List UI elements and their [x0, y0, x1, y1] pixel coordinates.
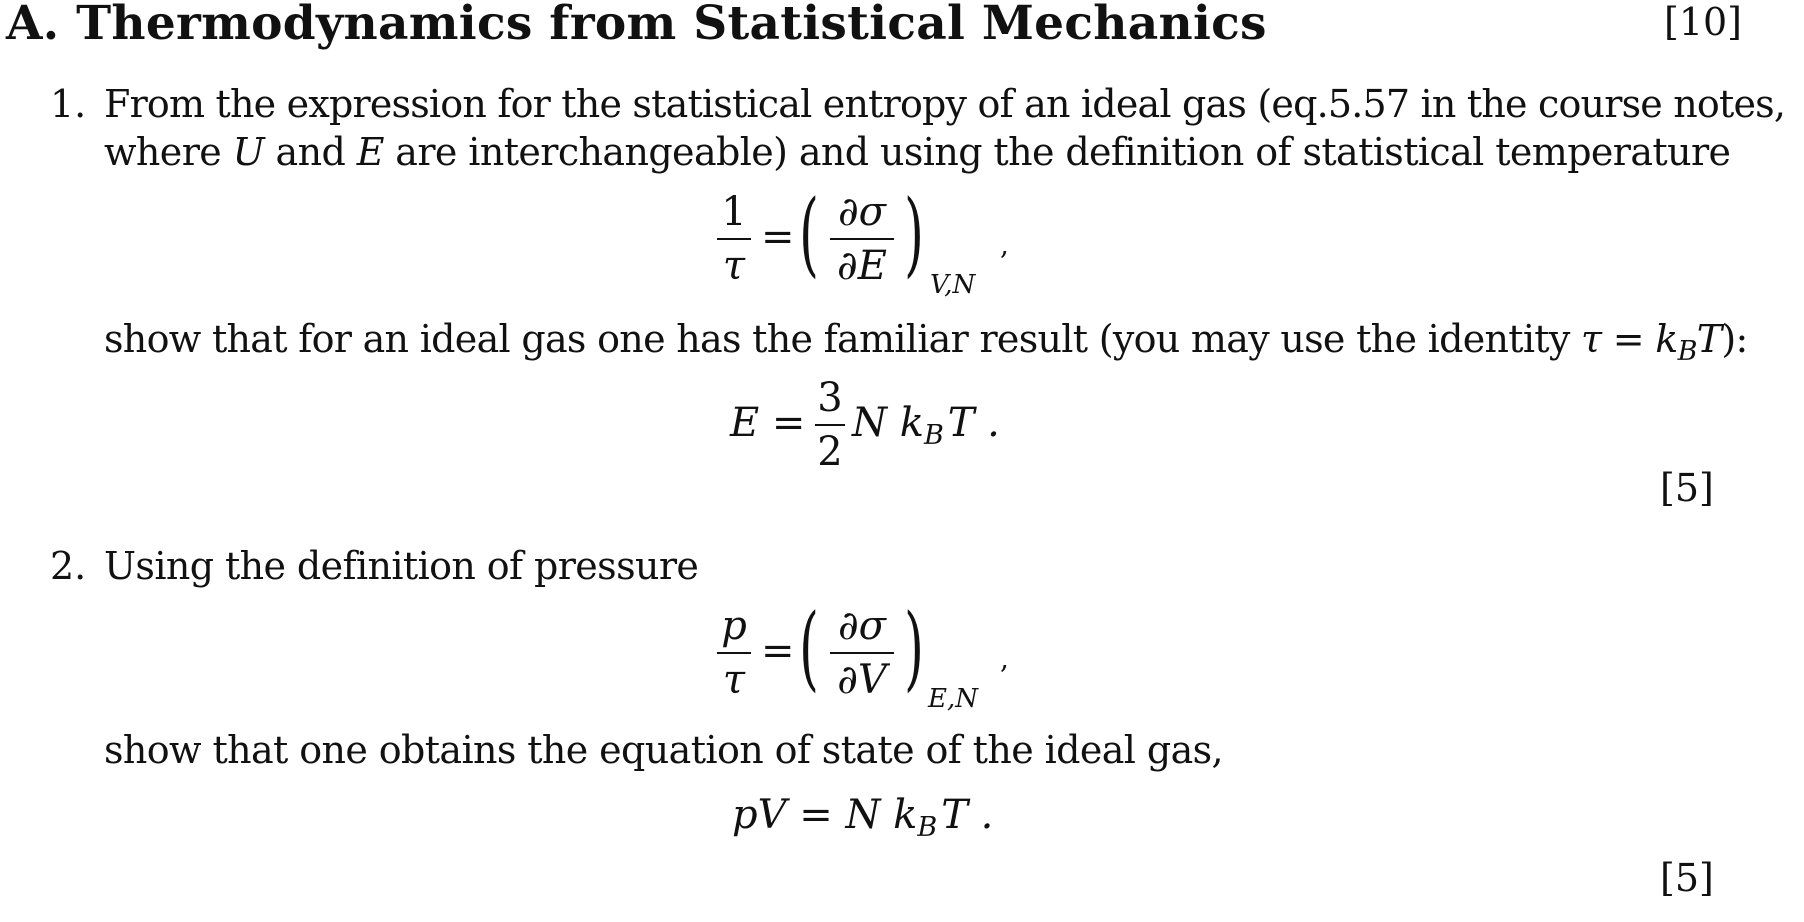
q1-line2-mid: and — [264, 130, 357, 174]
q2-eq1-comma: , — [1000, 642, 1009, 675]
left-paren: ( — [799, 180, 819, 287]
q2-eq1-lhs-den: τ — [722, 657, 746, 703]
q2-eq1-lhs-fraction — [717, 603, 751, 703]
q1-eq2-rhs-t: T . — [947, 400, 1000, 446]
q2-number: 2. — [50, 544, 87, 588]
q1-line2-u: U — [232, 130, 265, 174]
q1-eq1-subscript: V,N — [930, 270, 976, 300]
q1-line3-pre: show that for an ideal gas one has the familiar result (you may use the identity — [104, 317, 1581, 361]
right-paren: ) — [904, 594, 924, 701]
q1-line3 — [104, 315, 1748, 376]
q2-eq2-b: B — [917, 812, 938, 843]
section-marks: [10] — [1664, 0, 1743, 44]
q2-eq2-lhs: pV = N k — [732, 792, 918, 838]
q2-eq1-rhs-fraction — [830, 603, 894, 703]
q1-line3-math: τ = k — [1581, 317, 1678, 361]
q1-eq2-rhs — [852, 400, 1000, 451]
q1-eq2-rhs-b: B — [923, 420, 944, 451]
q1-line2 — [104, 128, 1730, 176]
q1-line3-post: ): — [1721, 317, 1748, 361]
q1-line3-t: T — [1696, 317, 1722, 361]
right-paren: ) — [904, 180, 924, 287]
q2-equation-state — [732, 792, 993, 843]
q2-eq1-subscript: E,N — [928, 684, 978, 714]
q1-number: 1. — [50, 82, 87, 126]
fraction-bar — [717, 238, 751, 240]
q1-line2-e: E — [356, 130, 384, 174]
q2-eq1-equals: = — [761, 628, 795, 674]
q1-eq2-num: 3 — [817, 375, 843, 421]
q1-eq2-rhs-n: N k — [852, 400, 924, 446]
q1-eq1-lhs-fraction — [717, 189, 751, 289]
q2-marks: [5] — [1660, 856, 1714, 900]
q1-marks: [5] — [1660, 466, 1714, 510]
q1-eq1-rhs-den: ∂E — [837, 243, 887, 289]
section-title: A. Thermodynamics from Statistical Mechanics — [6, 0, 1267, 51]
q1-eq1-comma: , — [1000, 228, 1009, 261]
q2-line1: Using the definition of pressure — [104, 544, 699, 588]
q2-eq2-t: T . — [941, 792, 994, 838]
q1-eq2-den: 2 — [817, 429, 843, 475]
q2-line2: show that one obtains the equation of state of the ideal gas, — [104, 728, 1224, 772]
q1-eq2-lhs: E = — [730, 400, 806, 446]
q1-eq1-equals: = — [761, 214, 795, 260]
q1-eq1-rhs-num: ∂σ — [838, 189, 886, 235]
q1-eq1-lhs-num: 1 — [721, 189, 747, 235]
left-paren: ( — [799, 594, 819, 701]
fraction-bar — [830, 238, 894, 240]
fraction-bar — [717, 652, 751, 654]
q1-eq2-fraction — [815, 375, 845, 475]
q1-line2-post: are interchangeable) and using the definition of statistical temperature — [383, 130, 1731, 174]
q1-line3-b: B — [1677, 336, 1697, 367]
q1-line1: From the expression for the statistical entropy of an ideal gas (eq.5.57 in the course notes, — [104, 82, 1786, 126]
q2-eq1-rhs-den: ∂V — [837, 657, 887, 703]
fraction-bar — [815, 424, 845, 426]
q2-eq1-lhs-num: p — [721, 603, 747, 649]
q2-eq1-rhs-num: ∂σ — [838, 603, 886, 649]
q1-eq1-lhs-den: τ — [722, 243, 746, 289]
q1-line2-pre: where — [104, 130, 233, 174]
fraction-bar — [830, 652, 894, 654]
q1-eq1-rhs-fraction — [830, 189, 894, 289]
